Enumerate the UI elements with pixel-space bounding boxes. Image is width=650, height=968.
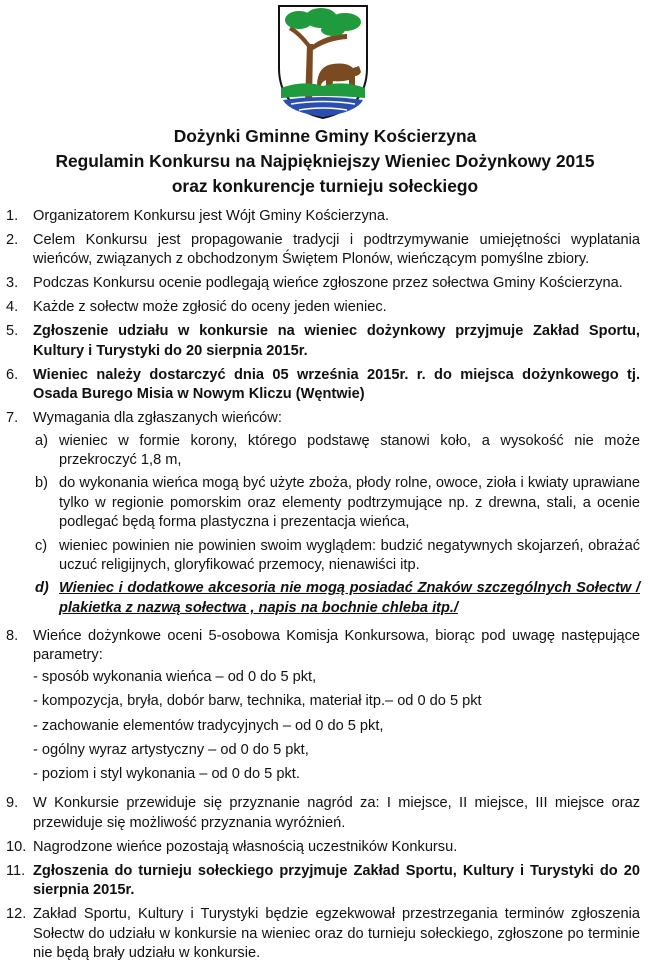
rule-item bbox=[6, 627, 640, 790]
rule-item bbox=[6, 207, 640, 226]
rule-number: 7. bbox=[6, 410, 19, 427]
rule-text: Wymagania dla zgłaszanych wieńców: bbox=[33, 410, 282, 427]
requirement-letter: a) bbox=[35, 432, 48, 449]
requirement-item bbox=[33, 579, 640, 618]
rule-text: W Konkursie przewiduje się przyznanie nagród za: I miejsce, II miejsce, III miejsce oraz przewiduje się możliwość przyznania wyróżnień. bbox=[33, 795, 640, 831]
requirement-text: do wykonania wieńca mogą być użyte zboża, płody rolne, owoce, zioła i kwiaty uprawiane tylko w regionie pomorskim oraz elementy podtrzymujące np. z drewna, stali, a ocenie podlegać będą forma plastyczna i prezentacja wieńca, bbox=[59, 475, 640, 531]
requirement-item bbox=[33, 432, 640, 471]
requirement-item bbox=[33, 474, 640, 532]
requirement-text: wieniec w formie korony, którego podstawę stanowi koło, a wysokość nie może przekroczyć 1,8 m, bbox=[59, 432, 640, 469]
rule-number: 9. bbox=[6, 795, 19, 812]
rule-text: Zgłoszenia do turnieju sołeckiego przyjmuje Zakład Sportu, Kultury i Turystyki do 20 sierpnia 2015r. bbox=[33, 862, 640, 899]
rule-item bbox=[6, 322, 640, 361]
rule-text: Zakład Sportu, Kultury i Turystyki będzie egzekwował przestrzegania terminów zgłoszenia Sołectw do udziału w konkursie na wieniec oraz do turnieju sołeckiego, zgłoszone po terminie nie będą brały udziału w konkursie. bbox=[33, 906, 640, 961]
coat-of-arms-logo bbox=[277, 4, 369, 120]
requirement-text: wieniec powinien nie powinien swoim wyglądem: budzić negatywnych skojarzeń, obrażać uczuć religijnych, gloryfikować przemocy, nienawiści itp. bbox=[59, 537, 640, 574]
criterion-item: - sposób wykonania wieńca – od 0 do 5 pkt, bbox=[33, 668, 317, 685]
rule-text: Zgłoszenie udziału w konkursie na wieniec dożynkowy przyjmuje Zakład Sportu, Kultury i Turystyki do 20 sierpnia 2015r. bbox=[33, 323, 640, 359]
rule-item bbox=[6, 274, 640, 293]
requirement-item bbox=[33, 537, 640, 576]
rule-number: 5. bbox=[6, 323, 19, 340]
rule-number: 3. bbox=[6, 275, 19, 292]
rule-item bbox=[6, 231, 640, 270]
requirement-text: Wieniec i dodatkowe akcesoria nie mogą posiadać Znaków szczególnych Sołectw / plakietka z nazwą sołectwa , napis na bochnie chleba itp./ bbox=[59, 580, 640, 616]
rules-list bbox=[6, 207, 640, 968]
rule-number: 6. bbox=[6, 366, 19, 383]
criterion-item: - poziom i styl wykonania – od 0 do 5 pkt. bbox=[33, 766, 300, 783]
title-line-2: Regulamin Konkursu na Najpiękniejszy Wieniec Dożynkowy 2015 bbox=[55, 151, 595, 171]
rule-number: 11. bbox=[6, 862, 26, 879]
rule-item bbox=[6, 298, 640, 317]
rule-text: Każde z sołectw może zgłosić do oceny jeden wieniec. bbox=[33, 299, 387, 316]
rule-number: 10. bbox=[6, 838, 27, 855]
rule-text: Wieńce dożynkowe oceni 5-osobowa Komisja Konkursowa, biorąc pod uwagę następujące parametry: bbox=[33, 627, 640, 664]
rule-item bbox=[6, 838, 640, 857]
title-line-3: oraz konkurencje turnieju sołeckiego bbox=[171, 176, 479, 196]
rule-item bbox=[6, 862, 640, 901]
rule-text: Nagrodzone wieńce pozostają własnością uczestników Konkursu. bbox=[33, 838, 458, 855]
rule-text: Celem Konkursu jest propagowanie tradycji i podtrzymywanie umiejętności wyplatania wieńców, związanych z obchodzonym Świętem Plonów, wieńczącym pomyślne zbiory. bbox=[33, 232, 640, 268]
criterion-item: - zachowanie elementów tradycyjnych – od 0 do 5 pkt, bbox=[33, 717, 384, 734]
requirement-letter: d) bbox=[35, 580, 49, 597]
requirement-letter: c) bbox=[35, 537, 48, 554]
criterion-item: - ogólny wyraz artystyczny – od 0 do 5 pkt, bbox=[33, 741, 309, 758]
title-line-1: Dożynki Gminne Gminy Kościerzyna bbox=[173, 126, 477, 146]
rule-text: Organizatorem Konkursu jest Wójt Gminy Kościerzyna. bbox=[33, 208, 390, 224]
requirement-letter: b) bbox=[35, 475, 48, 492]
rule-number: 8. bbox=[6, 627, 19, 644]
rule-text: Podczas Konkursu ocenie podlegają wieńce zgłoszone przez sołectwa Gminy Kościerzyna. bbox=[33, 275, 623, 292]
rule-number: 12. bbox=[6, 906, 27, 923]
rule-number: 2. bbox=[6, 232, 19, 248]
rule-text: Wieniec należy dostarczyć dnia 05 września 2015r. r. do miejsca dożynkowego tj. Osada Burego Misia w Nowym Kliczu (Węntwie) bbox=[33, 366, 640, 403]
document-titles bbox=[0, 124, 650, 199]
rule-number: 1. bbox=[6, 208, 19, 224]
rule-number: 4. bbox=[6, 299, 19, 316]
rule-item bbox=[6, 409, 640, 622]
criterion-item: - kompozycja, bryła, dobór barw, technika, materiał itp.– od 0 do 5 pkt bbox=[33, 693, 482, 710]
rule-item bbox=[6, 905, 640, 963]
rule-item bbox=[6, 794, 640, 833]
rule-item bbox=[6, 366, 640, 405]
